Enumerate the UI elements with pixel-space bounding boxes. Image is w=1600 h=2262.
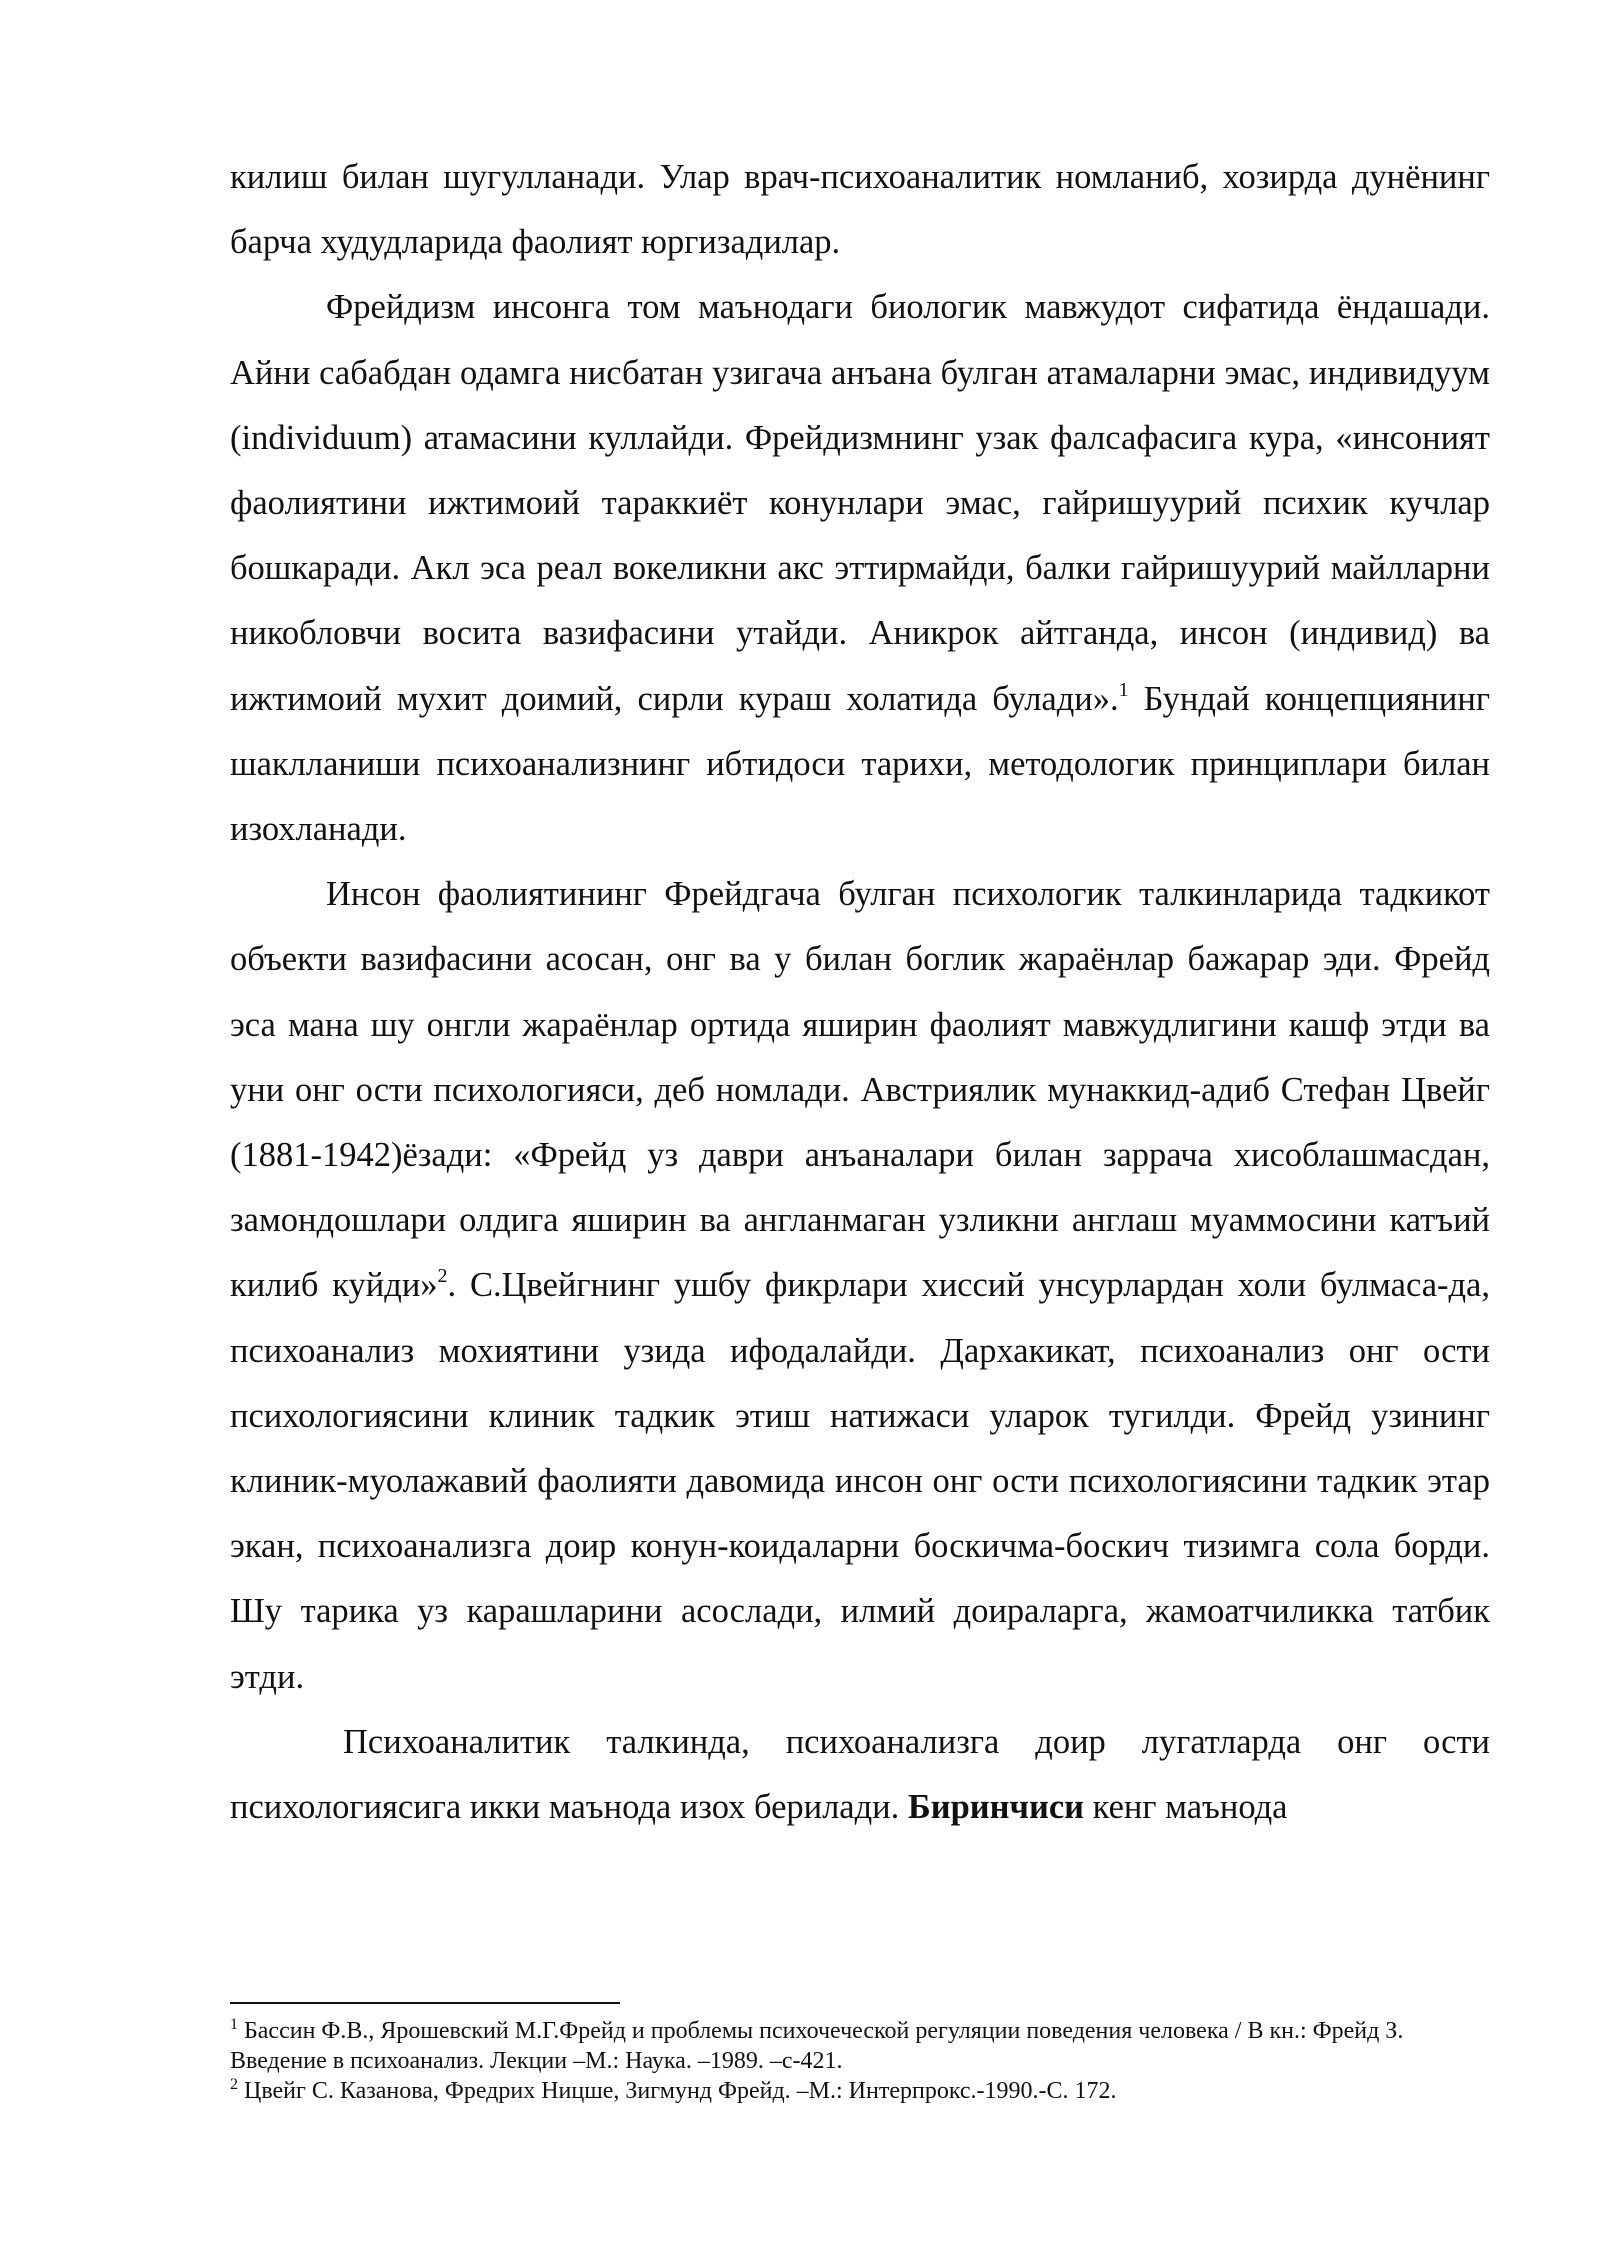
paragraph-3 xyxy=(230,862,1490,1710)
paragraph-1 xyxy=(230,145,1490,275)
footnote-1-text: Бассин Ф.В., Ярошевский М.Г.Фрейд и проблемы психочеческой регуляции поведения человека / В кн.: Фрейд З. Введение в психоанализ. Лекции –М.: Наука. –1989. –с-421. xyxy=(230,2018,1404,2074)
footnote-reference-2[interactable]: 2 xyxy=(437,1265,448,1288)
paragraph-2 xyxy=(230,275,1490,862)
paragraph-2-text-a: Фрейдизм инсонга том маънодаги биологик мавжудот сифатида ёндашади. Айни сабабдан одамга нисбатан узигача анъана булган атамаларни эмас, индивидуум (individuum) атамасини куллайди. Фрейдизмнинг узак фалсафасига кура, «инсоният фаолиятини ижтимоий тараккиёт конунлари эмас, гайришуурий психик кучлар бошкаради. Акл эса реал вокеликни акс эттирмайди, балки гайришуурий майлларни никобловчи восита вазифасини утайди. Аникрок айтганда, инсон (индивид) ва ижтимоий мухит доимий, сирли кураш холатида булади». xyxy=(230,288,1490,718)
paragraph-4 xyxy=(230,1710,1490,1840)
paragraph-4-text-b: кенг маънода xyxy=(1084,1788,1288,1827)
paragraph-4-text-a: Психоаналитик талкинда, психоанализга доир лугатларда онг ости психологиясига икки маънода изох берилади. xyxy=(230,1722,1490,1827)
paragraph-2-text-b: Бундай концепциянинг шаклланиши психоанализнинг ибтидоси тарихи, методологик принциплари билан изохланади. xyxy=(230,679,1490,849)
footnote-2-text: Цвейг С. Казанова, Фредрих Ницше, Зигмунд Фрейд. –М.: Интерпрокс.-1990.-С. 172. xyxy=(238,2078,1117,2104)
footnote-reference-1[interactable]: 1 xyxy=(1118,678,1129,701)
footnotes xyxy=(230,2016,1490,2106)
paragraph-4-bold-term: Биринчиси xyxy=(907,1788,1085,1827)
footnote-1 xyxy=(230,2016,1490,2076)
footnote-2-mark: 2 xyxy=(230,2076,238,2093)
body-text xyxy=(230,145,1490,1840)
paragraph-3-text-b: . С.Цвейгнинг ушбу фикрлари хиссий унсурлардан холи булмаса-да, психоанализ мохиятини узида ифодалайди. Дархакикат, психоанализ онг ости психологиясини клиник тадкик этиш натижаси уларок тугилди. Фрейд узининг клиник-муолажавий фаолияти давомида инсон онг ости психологиясини тадкик этар экан, психоанализга доир конун-коидаларни боскичма-боскич тизимга сола борди. Шу тарика уз карашларини асослади, илмий доираларга, жамоатчиликка татбик этди. xyxy=(230,1266,1490,1696)
footnote-2 xyxy=(230,2076,1490,2106)
paragraph-1-text: килиш билан шугулланади. Улар врач-психоаналитик номланиб, хозирда дунёнинг барча худудларида фаолият юргизадилар. xyxy=(230,158,1490,262)
footnote-1-mark: 1 xyxy=(230,2016,238,2033)
paragraph-3-text-a: Инсон фаолиятининг Фрейдгача булган психологик талкинларида тадкикот объекти вазифасини асосан, онг ва у билан боглик жараёнлар бажарар эди. Фрейд эса мана шу онгли жараёнлар ортида яширин фаолият мавжудлигини кашф этди ва уни онг ости психологияси, деб номлади. Австриялик мунаккид-адиб Стефан Цвейг (1881-1942)ёзади: «Фрейд уз даври анъаналари билан заррача хисоблашмасдан, замондошлари олдига яширин ва англанмаган узликни англаш муаммосини катъий килиб куйди» xyxy=(230,875,1490,1305)
footnote-separator xyxy=(230,2002,620,2004)
